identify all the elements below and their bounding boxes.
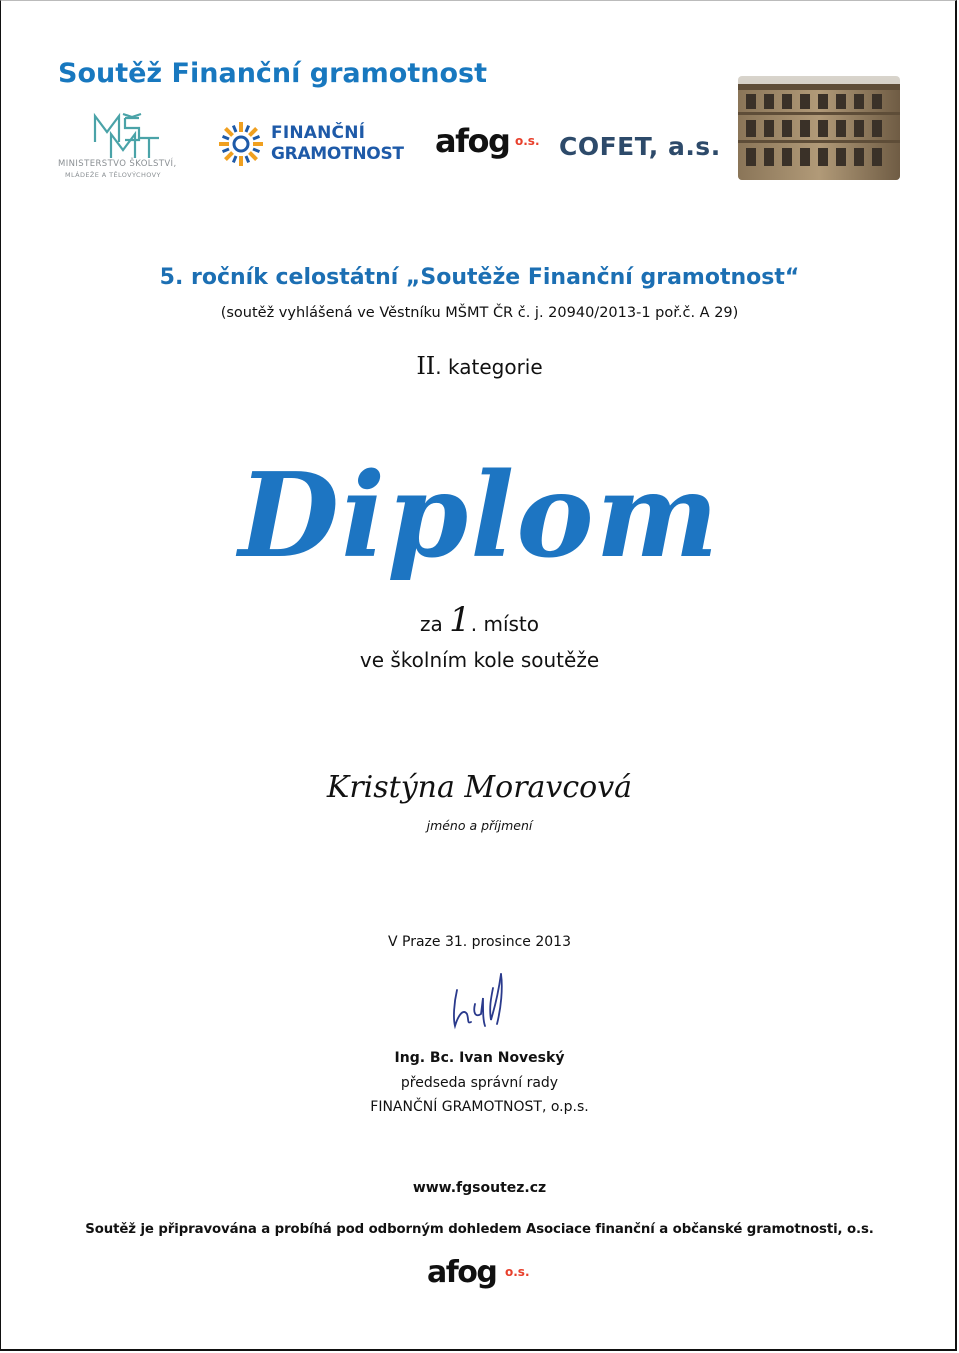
signature — [445, 968, 515, 1038]
contest-title: 5. ročník celostátní „Soutěže Finanční gramotnost“ — [159, 265, 800, 290]
diploma-heading: Diplom — [238, 448, 721, 584]
afog-logo-suffix: o.s. — [515, 134, 540, 148]
afog-logo-word: afog — [435, 122, 510, 160]
fg-logo-line2: GRAMOTNOST — [271, 144, 404, 164]
signer-role: předseda správní rady — [400, 1075, 559, 1091]
footer-afog-logo — [427, 1255, 547, 1295]
signer-organization: FINANČNÍ GRAMOTNOST, o.p.s. — [370, 1099, 589, 1115]
footer-note: Soutěž je připravována a probíhá pod odborným dohledem Asociace finanční a občanské gramotnosti, o.s. — [85, 1222, 874, 1237]
msmt-logo — [55, 112, 200, 184]
category-text: . kategorie — [435, 355, 543, 379]
signer-name: Ing. Bc. Ivan Noveský — [394, 1050, 565, 1066]
footer-afog-suffix: o.s. — [505, 1265, 530, 1279]
page-title: Soutěž Finanční gramotnost — [58, 58, 487, 89]
place-number: 1 — [449, 600, 471, 640]
round-line: ve školním kole soutěže — [359, 648, 600, 672]
category-line — [0, 352, 959, 380]
msmt-logo-line1: MINISTERSTVO ŠKOLSTVÍ, — [58, 159, 177, 169]
place-line — [0, 600, 959, 640]
recipient-name: Kristýna Moravcová — [326, 770, 633, 805]
category-roman: II — [416, 352, 436, 380]
place-and-date: V Praze 31. prosince 2013 — [387, 934, 572, 950]
building-photo — [738, 76, 900, 180]
fg-logo-line1: FINANČNÍ — [271, 123, 366, 143]
building-illustration — [738, 76, 900, 180]
sun-icon — [217, 120, 265, 168]
contest-subtitle: (soutěž vyhlášená ve Věstníku MŠMT ČR č. j. 20940/2013-1 poř.č. A 29) — [220, 305, 739, 321]
website-link[interactable]: www.fgsoutez.cz — [412, 1180, 547, 1196]
place-suffix: . místo — [470, 612, 540, 636]
cofet-logo: COFET, a.s. — [559, 132, 721, 161]
msmt-logo-line2: MLÁDEŽE A TĚLOVÝCHOVY — [65, 171, 161, 179]
recipient-name-label: jméno a příjmení — [426, 818, 533, 833]
msmt-emblem-icon — [55, 112, 200, 162]
financni-gramotnost-logo — [217, 120, 417, 170]
afog-logo — [435, 122, 555, 167]
footer-afog-word: afog — [427, 1255, 497, 1290]
place-prefix: za — [419, 612, 443, 636]
handwritten-signature — [445, 968, 515, 1038]
